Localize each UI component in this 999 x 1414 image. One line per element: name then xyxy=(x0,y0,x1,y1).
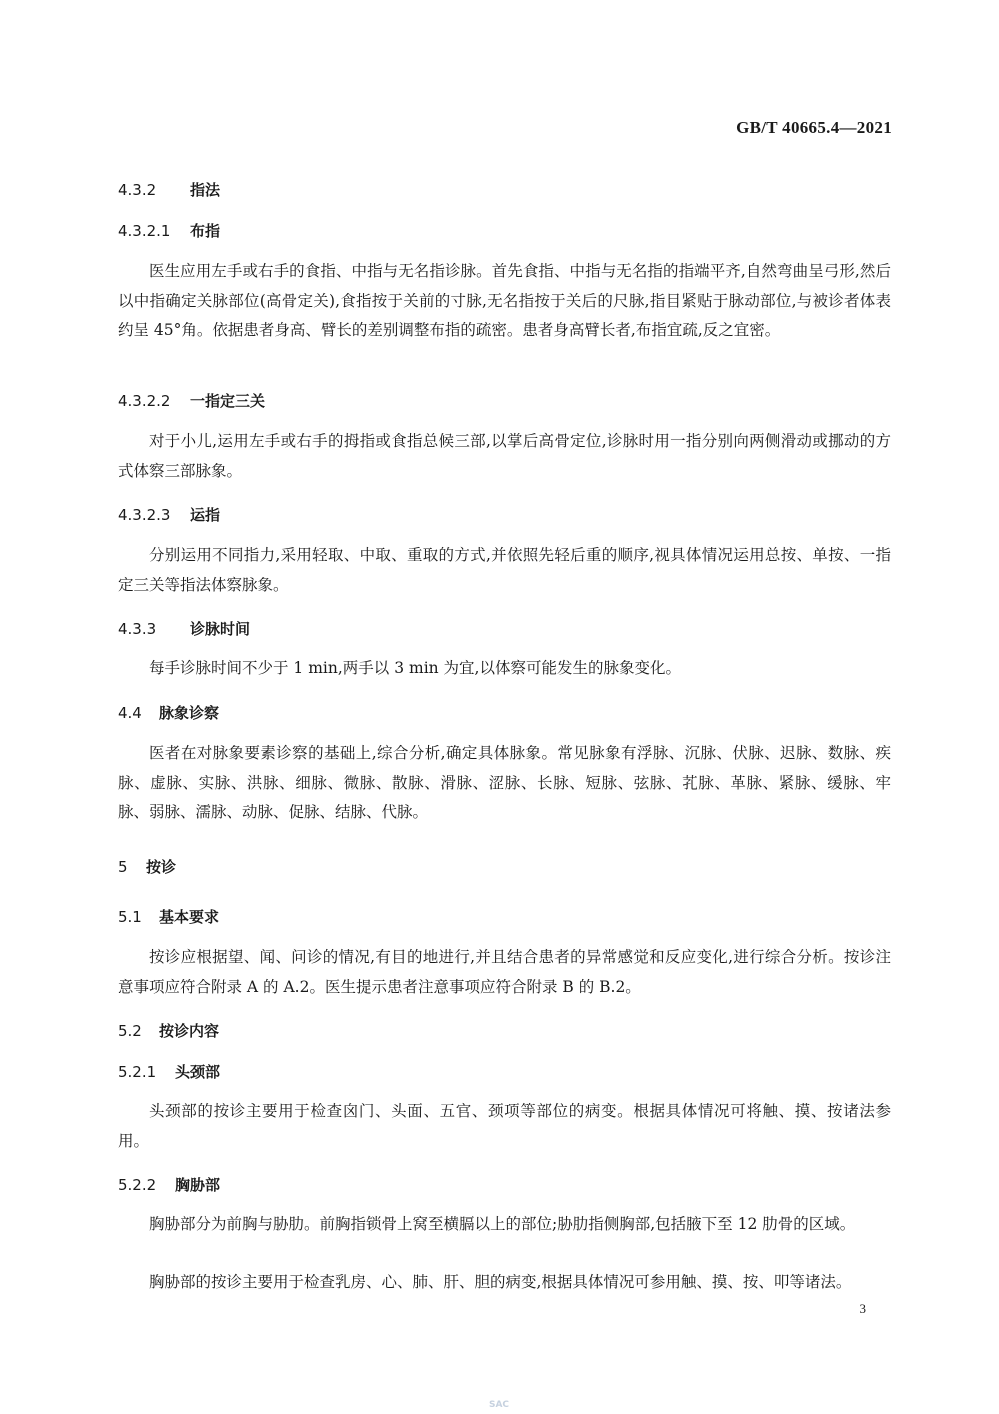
section-heading-4-3-3 xyxy=(118,619,250,639)
section-title: 基本要求 xyxy=(159,908,220,926)
standard-code: GB/T 40665.4—2021 xyxy=(736,118,892,137)
paragraph-chest-definition: 胸胁部分为前胸与胁肋。前胸指锁骨上窝至横膈以上的部位;胁肋指侧胸部,包括腋下至 12 肋骨的区域。 xyxy=(149,1215,856,1233)
paragraph-finger-placement: 医生应用左手或右手的食指、中指与无名指诊脉。首先食指、中指与无名指的指端平齐,自然弯曲呈弓形,然后以中指确定关脉部位(高骨定关),食指按于关前的寸脉,无名指按于关后的尺脉,指目紧贴于脉动部位,与被诊者体表约呈 45°角。依据患者身高、臂长的差别调整布指的疏密。患者身高臂长者,布指宜疏,反之宜密。 xyxy=(118,262,891,339)
section-heading-5 xyxy=(118,857,176,877)
section-title: 布指 xyxy=(190,222,221,240)
sac-watermark: SAC xyxy=(488,1400,510,1410)
section-number: 5.1 xyxy=(118,908,142,926)
section-number: 5.2.1 xyxy=(118,1063,157,1081)
section-title: 头颈部 xyxy=(175,1063,221,1081)
page-number: 3 xyxy=(859,1301,866,1316)
section-number: 5.2 xyxy=(118,1022,142,1040)
section-number: 4.4 xyxy=(118,704,142,722)
section-number: 5 xyxy=(118,858,128,876)
paragraph-head-neck: 头颈部的按诊主要用于检查囟门、头面、五官、颈项等部位的病变。根据具体情况可将触、摸、按诸法参用。 xyxy=(118,1102,891,1150)
section-title: 运指 xyxy=(190,506,221,524)
paragraph-one-finger: 对于小儿,运用左手或右手的拇指或食指总候三部,以掌后高骨定位,诊脉时用一指分别向两侧滑动或挪动的方式体察三部脉象。 xyxy=(118,432,891,480)
section-number: 4.3.2 xyxy=(118,181,157,199)
section-heading-5-2-2 xyxy=(118,1175,220,1195)
section-heading-4-3-2-2 xyxy=(118,391,265,411)
section-heading-4-3-2-1 xyxy=(118,221,220,241)
section-number: 4.3.2.2 xyxy=(118,392,171,410)
section-heading-5-2 xyxy=(118,1021,219,1041)
section-title: 一指定三关 xyxy=(190,392,266,410)
section-heading-5-2-1 xyxy=(118,1062,220,1082)
paragraph-pulse-diagnosis: 医者在对脉象要素诊察的基础上,综合分析,确定具体脉象。常见脉象有浮脉、沉脉、伏脉、迟脉、数脉、疾脉、虚脉、实脉、洪脉、细脉、微脉、散脉、滑脉、涩脉、长脉、短脉、弦脉、芤脉、革脉、紧脉、缓脉、牢脉、弱脉、濡脉、动脉、促脉、结脉、代脉。 xyxy=(118,744,891,821)
section-number: 4.3.2.1 xyxy=(118,222,171,240)
section-title: 脉象诊察 xyxy=(159,704,220,722)
section-number: 5.2.2 xyxy=(118,1176,157,1194)
section-title: 诊脉时间 xyxy=(190,620,251,638)
section-title: 按诊 xyxy=(146,858,177,876)
paragraph-chest-palpation: 胸胁部的按诊主要用于检查乳房、心、肺、肝、胆的病变,根据具体情况可参用触、摸、按、叩等诸法。 xyxy=(149,1273,852,1291)
section-heading-4-4 xyxy=(118,703,219,723)
paragraph-finger-movement: 分别运用不同指力,采用轻取、中取、重取的方式,并依照先轻后重的顺序,视具体情况运用总按、单按、一指定三关等指法体察脉象。 xyxy=(118,546,891,594)
section-number: 4.3.2.3 xyxy=(118,506,171,524)
paragraph-pulse-time: 每手诊脉时间不少于 1 min,两手以 3 min 为宜,以体察可能发生的脉象变化。 xyxy=(149,659,681,677)
section-heading-5-1 xyxy=(118,907,219,927)
section-title: 指法 xyxy=(190,181,221,199)
paragraph-basic-requirements: 按诊应根据望、闻、问诊的情况,有目的地进行,并且结合患者的异常感觉和反应变化,进行综合分析。按诊注意事项应符合附录 A 的 A.2。医生提示患者注意事项应符合附录 B 的 B.2。 xyxy=(118,948,891,996)
section-heading-4-3-2-3 xyxy=(118,505,220,525)
section-heading-4-3-2 xyxy=(118,180,220,200)
section-title: 胸胁部 xyxy=(175,1176,221,1194)
section-number: 4.3.3 xyxy=(118,620,157,638)
section-title: 按诊内容 xyxy=(159,1022,220,1040)
